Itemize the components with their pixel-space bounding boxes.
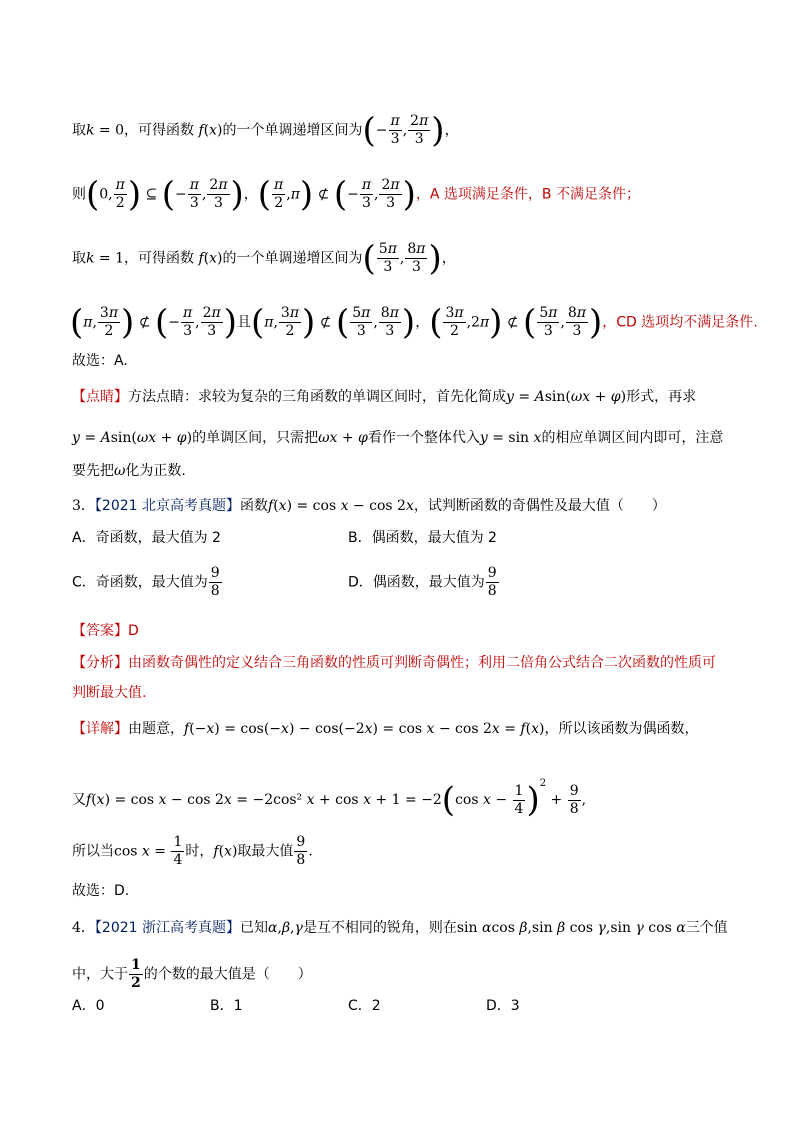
question-source: 【2021 北京高考真题】 (94, 498, 241, 514)
choice-d-line: 故选：D. (72, 883, 130, 899)
text: 取最大值 (237, 843, 294, 860)
text: 形式，再求 (626, 389, 697, 405)
answer-line (72, 621, 139, 641)
text: 看作一个整体代入 (367, 430, 480, 446)
tip-line-1: 【点睛】方法点睛：求较为复杂的三角函数的单调区间时，首先化简成y = Asin(ωx + φ)形式，再求 (72, 389, 697, 405)
option-a[interactable]: A．0 (72, 998, 105, 1014)
text: 且 (237, 314, 251, 331)
text: ，可得函数 (124, 250, 195, 267)
text: ， (415, 314, 430, 331)
solution-line-2: 则(0, $\frac{\pi}{2}$ ) ⊆ (− $\frac{\pi}{3}$ , $\frac{2\pi}{3}$ )，( $\frac{\pi}{2}$ ,π) ⊄ (− $\frac{\pi}{3}$ , $\frac{2\pi}{3}$ )，A 选项满足条件，B 不满足条件； (72, 174, 640, 215)
text: ，可得函数 (124, 122, 195, 139)
question-source: 【2021 浙江高考真题】 (94, 920, 241, 936)
option-a[interactable]: A．奇函数，最大值为 2 (72, 530, 221, 546)
text: 所以当 (72, 843, 114, 860)
analysis-line-2: 判断最大值. (72, 685, 147, 701)
question-number: 4． (72, 920, 95, 936)
text: 由题意， (128, 721, 184, 737)
text: ，CD 选项均不满足条件. (602, 314, 758, 331)
option-b[interactable]: B．1 (210, 998, 243, 1014)
text: 函数 (240, 498, 269, 514)
text: ， (444, 122, 459, 139)
text: 化为正数. (125, 463, 186, 479)
text: ，A 选项满足条件，B 不满足条件； (415, 186, 640, 203)
text: 的一个单调递增区间为 (222, 122, 363, 139)
detail-line-1: 【详解】由题意，f(−x) = cos(−x) − cos(−2x) = cos x − cos 2x = f(x)，所以该函数为偶函数， (72, 721, 699, 737)
solution-line-4: (π, $\frac{3\pi}{2}$ ) ⊄ (− $\frac{\pi}{3}$ , $\frac{2\pi}{3}$ )且(π, $\frac{3\pi}{2}$ ) ⊄ ( $\frac{5\pi}{3}$ , $\frac{8\pi}{3}$ )，( $\frac{3\pi}{2}$ ,2π) ⊄ ( $\frac{5\pi}{3}$ , $\frac{8\pi}{3}$ )，CD 选项均不满足条件. (70, 302, 758, 343)
text: ， (243, 186, 258, 203)
text: D．偶函数，最大值为 (348, 574, 485, 591)
text: 是互不相同的锐角，则在 (302, 920, 457, 936)
text: 的相应单调区间内即可，注意 (541, 430, 724, 446)
solution-line-1: 取k = 0，可得函数 f(x)的一个单调递增区间为(− $\frac{\pi}{3}$ , $\frac{2\pi}{3}$ )， (72, 110, 459, 151)
question-4-stem-1: 4．【2021 浙江高考真题】已知α,β,γ是互不相同的锐角，则在sin αcos β,sin β cos γ,sin γ cos α三个值 (72, 920, 728, 936)
text: 的单调区间，只需把 (192, 430, 319, 446)
text: ，试判断函数的奇偶性及最大值（ ） (413, 498, 666, 514)
text: ，所以该函数为偶函数， (544, 721, 699, 737)
option-c[interactable]: C．2 (348, 998, 381, 1014)
analysis-tag: 【分析】 (72, 655, 128, 671)
text: 由函数奇偶性的定义结合三角函数的性质可判断奇偶性；利用二倍角公式结合二次函数的性质可 (128, 655, 716, 671)
text: 中，大于 (72, 966, 128, 983)
option-b[interactable]: B．偶函数，最大值为 2 (348, 530, 497, 546)
tip-line-2: y = Asin(ωx + φ)的单调区间，只需把ωx + φ看作一个整体代入y = sin x的相应单调区间内即可，注意 (72, 430, 724, 446)
tip-tag: 【点睛】 (72, 389, 128, 405)
text: 则 (72, 186, 86, 203)
option-d[interactable]: D．3 (486, 998, 520, 1014)
text: 又 (72, 792, 86, 808)
answer-tag: 【答案】 (72, 623, 128, 639)
text: C．奇函数，最大值为 (72, 574, 208, 591)
question-4-stem-2: 中，大于 $\frac{1}{2}$ 的个数的最大值是（ ） (72, 957, 312, 991)
text: 取 (72, 250, 86, 267)
question-3-stem: 3．【2021 北京高考真题】函数f(x) = cos x − cos 2x，试判断函数的奇偶性及最大值（ ） (72, 498, 666, 514)
tip-line-3: 要先把ω化为正数. (72, 463, 186, 479)
option-c[interactable]: C．奇函数，最大值为 $\frac{9}{8}$ (72, 565, 220, 599)
choice-a-line: 故选：A. (72, 353, 128, 369)
text: 要先把 (72, 463, 114, 479)
text: ， (441, 250, 456, 267)
detail-line-2: 又f(x) = cos x − cos 2x = −2cos² x + cos x + 1 = −2(cos x − $\frac{1}{4}$ )$^2$ + $\frac{9}{8}$ , (72, 778, 587, 820)
text: 的一个单调递增区间为 (222, 250, 363, 267)
text: 的个数的最大值是（ ） (143, 966, 312, 983)
text: 时， (185, 843, 214, 860)
question-number: 3． (72, 498, 95, 514)
text: 取 (72, 122, 86, 139)
answer-value: D (128, 623, 139, 639)
text: 方法点睛：求较为复杂的三角函数的单调区间时，首先化简成 (128, 389, 506, 405)
detail-line-3: 所以当cos x = $\frac{1}{4}$ 时，f(x)取最大值 $\frac{9}{8}$ . (72, 834, 313, 868)
solution-line-3: 取k = 1，可得函数 f(x)的一个单调递增区间为( $\frac{5\pi}{3}$ , $\frac{8\pi}{3}$ )， (72, 238, 456, 279)
analysis-line-1 (72, 653, 716, 673)
text: 已知 (240, 920, 269, 936)
detail-tag: 【详解】 (72, 721, 128, 737)
option-d[interactable]: D．偶函数，最大值为 $\frac{9}{8}$ (348, 565, 497, 599)
text: 三个值 (685, 920, 728, 936)
